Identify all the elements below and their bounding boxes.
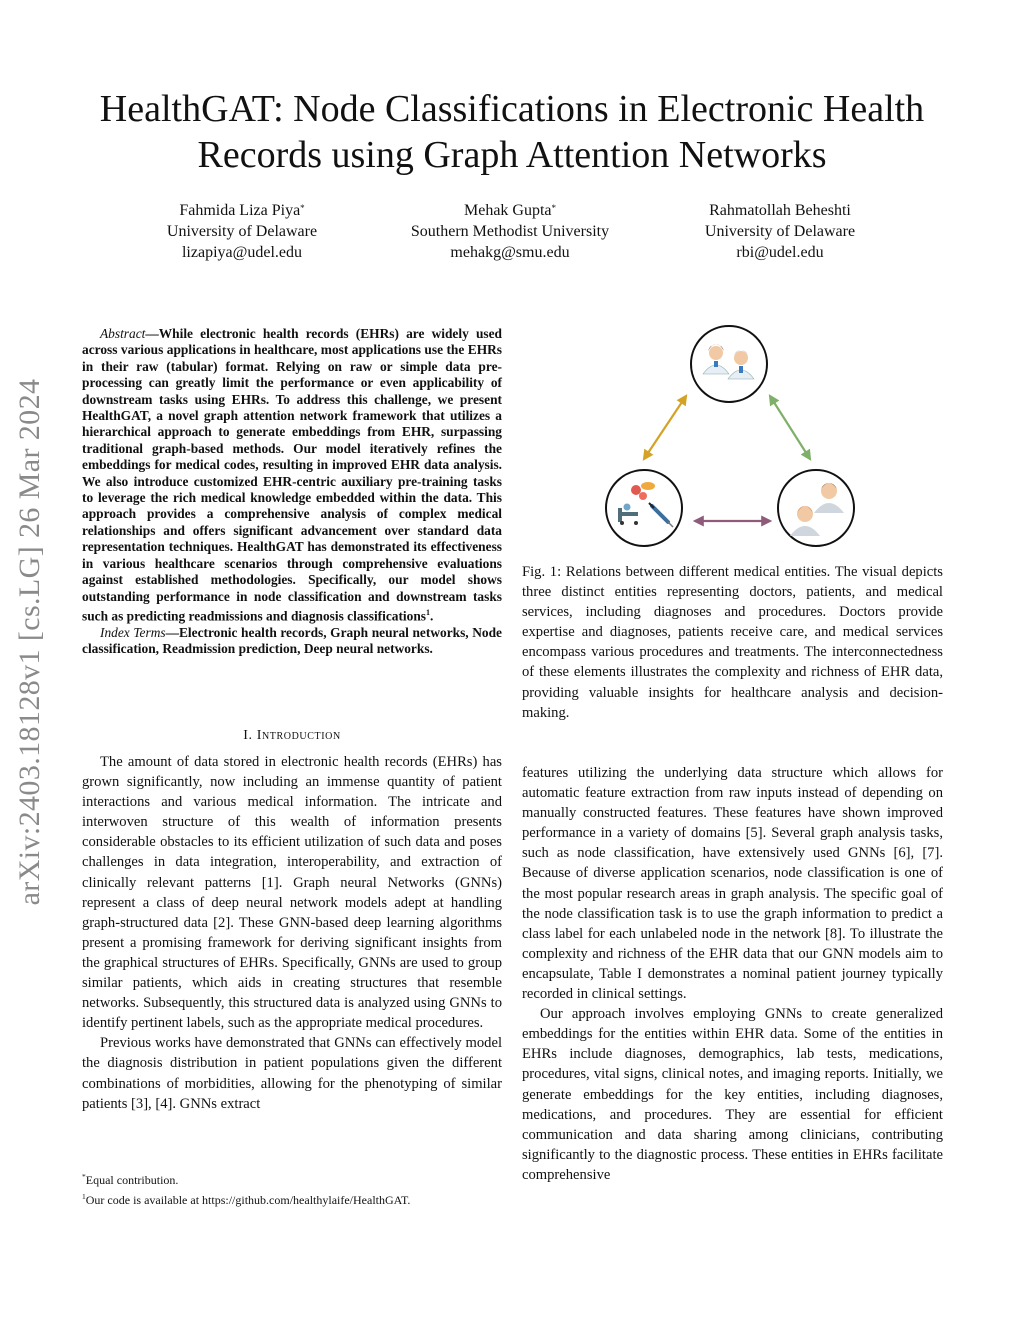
doctor-patient-edge: [770, 396, 810, 459]
author-name: Rahmatollah Beheshti: [709, 202, 851, 219]
author-block-1: [92, 200, 392, 263]
abstract: [82, 326, 502, 658]
author-affiliation: Southern Methodist University: [410, 223, 610, 240]
footnote-text: Equal contribution.: [85, 1173, 179, 1187]
author-block-3: [630, 200, 930, 263]
paragraph: Our approach involves employing GNNs to create generalized embeddings for the entities within EHR data. Some of the entities in EHRs include diagnoses, demographics, lab tests, medications, procedures, vital signs, clinical notes, and imaging reports. Initially, we generate embeddings for the key entities, including diagnoses, medications, and procedures. They are essential for efficient communication and data sharing among clinicians, contributing significantly to the diagnostic process. These entities in EHRs facilitate comprehensive: [522, 1006, 943, 1183]
abstract-label: Abstract: [100, 326, 146, 341]
section-title: Introduction: [256, 728, 341, 743]
author-email: rbi@udel.edu: [736, 244, 824, 261]
abstract-text: —While electronic health records (EHRs) are widely used across various applications in healthcare, most applications use the EHRs in their raw (tabular) format. Relying on raw or simple data pre-processing can greatly limit the performance or even applicability of downstream tasks using EHRs. To address this challenge, we present HealthGAT, a novel graph attention network framework that utilizes a hierarchical approach to generate embeddings from EHR, surpassing traditional graph-based methods. Our model iteratively refines the embeddings for medical codes, resulting in improved EHR data analysis. We also introduce customized EHR-centric auxiliary pre-training tasks to leverage the rich medical knowledge embedded within the data. This approach provides a comprehensive analysis of complex medical relationships and offers significant advancement over standard data representation techniques. HealthGAT has demonstrated its effectiveness in various healthcare scenarios through comprehensive evaluations against established methodologies. Specifically, our model shows outstanding performance in node classification and downstream tasks such as predicting readmissions and diagnosis classifications: [82, 326, 502, 624]
entity-relation-diagram: [600, 324, 870, 554]
footnote-ref: 1: [426, 607, 431, 617]
figure-caption: Fig. 1: Relations between different medical entities. The visual depicts three distinct entities representing doctors, patients, and medical services, including diagnoses and procedures. Doctors provide expertise and diagnoses, patients receive care, and medical services encompass various procedures and treatments. The interconnectedness of these elements illustrates the complexity and richness of EHR data, providing valuable insights for healthcare analysis and decision-making.: [522, 564, 943, 721]
doctors-node: [691, 326, 767, 402]
index-terms-label: Index Terms: [100, 624, 166, 640]
abstract-end: .: [430, 608, 434, 624]
arxiv-identifier: arXiv:2403.18128v1 [cs.LG] 26 Mar 2024: [13, 378, 46, 906]
footnote: [82, 1189, 502, 1209]
introduction-text: [82, 752, 502, 1114]
author-block-2: [360, 200, 660, 263]
author-affiliation: University of Delaware: [166, 223, 318, 240]
author-affiliation: University of Delaware: [704, 223, 856, 240]
section-number: I.: [243, 728, 253, 743]
footnote: [82, 1169, 502, 1189]
index-terms-text: —Electronic health records, Graph neural networks, Node classification, Readmission prediction, Deep neural networks.: [82, 624, 502, 657]
right-column-text: [522, 763, 943, 1185]
footnote-mark: *: [82, 1172, 86, 1181]
author-email: lizapiya@udel.edu: [181, 244, 303, 261]
equal-contribution-mark: *: [551, 203, 557, 213]
section-heading: [82, 728, 502, 744]
paragraph: The amount of data stored in electronic health records (EHRs) has grown significantly, now including an immense quantity of patient interactions and various medical information. The intricate and interwoven structure of this wealth of information presents considerable obstacles to its efficient utilization of such data and poses challenges in data integration, interoperability, and extraction of clinically relevant patterns [1]. Graph neural Networks (GNNs) represent a class of deep neural network models adept at handling graph-structured data [2]. These GNN-based deep learning algorithms present a promising framework for deriving significant insights from the graphical structures of EHRs. Specifically, GNNs are used to group similar patients, which aids in creating structures that resemble networks. Subsequently, this structured data is analyzed using GNNs to identify pertinent labels, such as the appropriate medical procedures.: [82, 754, 502, 1032]
equal-contribution-mark: *: [300, 203, 305, 213]
paragraph: Previous works have demonstrated that GNNs can effectively model the diagnosis distribution in patient populations given the different combinations of morbidities, allowing for the phenotyping of similar patients [3], [4]. GNNs extract: [82, 1035, 502, 1112]
footnote-text: Our code is available at https://github.com/healthylaife/HealthGAT.: [85, 1192, 411, 1207]
paragraph: features utilizing the underlying data structure which allows for automatic feature extraction from raw inputs instead of depending on manually constructed features. These features have shown improved performance in a variety of domains [5]. Several graph analysis tasks, such as node classification, have extensively used GNNs [6], [7]. Because of diverse application scenarios, node classification is one of the most popular research areas in graph analysis. The specific goal of the node classification task is to use the graph information to predict a class label for each unlabeled node in the network [8]. To illustrate the complexity and richness of the EHR data that our GNN models aim to encapsulate, Table I demonstrates a nominal patient journey typically recorded in clinical settings.: [522, 765, 943, 1003]
author-email: mehakg@smu.edu: [450, 244, 570, 261]
medical-services-node: [606, 470, 682, 546]
footnote-mark: 1: [82, 1191, 86, 1201]
author-name: Fahmida Liza Piya: [179, 202, 301, 219]
doctor-service-edge: [644, 396, 686, 459]
author-name: Mehak Gupta: [463, 202, 552, 219]
figure-1: [600, 324, 870, 554]
paper-title: HealthGAT: Node Classifications in Electronic Health Records using Graph Attention Networks: [99, 88, 925, 176]
footnotes: [82, 1169, 502, 1208]
patients-node: [778, 470, 854, 546]
